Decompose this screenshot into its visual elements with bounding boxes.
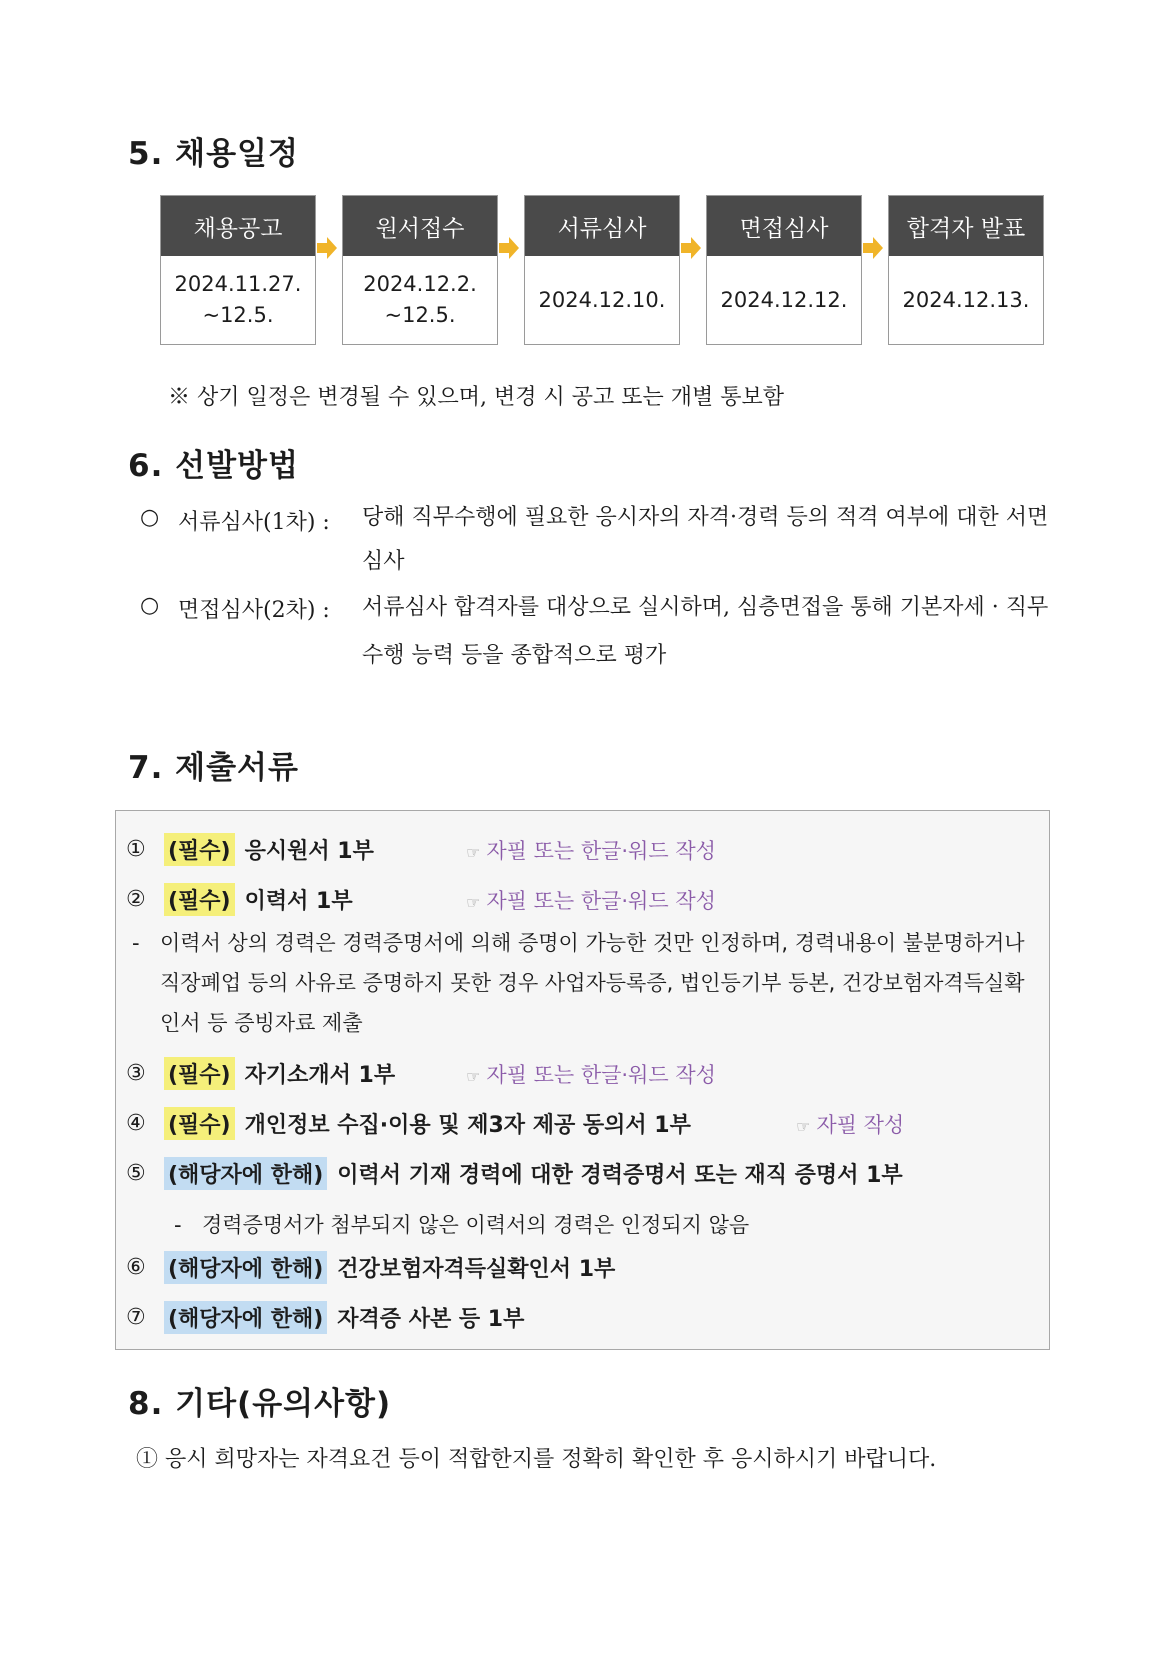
document-name: 자기소개서 1부 bbox=[244, 1063, 396, 1088]
circle-bullet-icon: ○ bbox=[140, 593, 160, 618]
document-item bbox=[126, 1251, 615, 1284]
required-tag: (필수) bbox=[164, 1057, 235, 1090]
schedule-step-label: 원서접수 bbox=[343, 196, 497, 256]
document-item bbox=[126, 1107, 691, 1140]
arrow-right-icon bbox=[499, 237, 519, 259]
selection-item-label: 서류심사(1차) : bbox=[178, 510, 330, 535]
document-hint: ☞ 자필 또는 한글·워드 작성 bbox=[466, 1063, 716, 1087]
circle-bullet-icon: ○ bbox=[140, 505, 160, 530]
schedule-step-date: 2024.11.27. ~12.5. bbox=[174, 272, 302, 327]
document-item bbox=[126, 1301, 524, 1334]
section-title-etc: 8. 기타(유의사항) bbox=[128, 1386, 392, 1422]
item-number: ② bbox=[126, 887, 146, 912]
document-item bbox=[126, 1157, 903, 1190]
arrow-right-icon bbox=[317, 237, 337, 259]
document-name: 건강보험자격득실확인서 1부 bbox=[337, 1257, 616, 1282]
optional-tag: (해당자에 한해) bbox=[164, 1251, 327, 1284]
career-note bbox=[132, 923, 1042, 1053]
optional-tag: (해당자에 한해) bbox=[164, 1157, 327, 1190]
schedule-step-date: 2024.12.10. bbox=[538, 287, 666, 312]
selection-item-interview bbox=[140, 593, 1080, 683]
required-tag: (필수) bbox=[164, 833, 235, 866]
schedule-step-date: 2024.12.13. bbox=[902, 287, 1030, 312]
required-tag: (필수) bbox=[164, 883, 235, 916]
cert-note-text: 경력증명서가 첨부되지 않은 이력서의 경력은 인정되지 않음 bbox=[202, 1213, 750, 1237]
document-hint: ☞ 자필 또는 한글·워드 작성 bbox=[466, 889, 716, 913]
schedule-step-label: 서류심사 bbox=[525, 196, 679, 256]
pointing-hand-icon: ☞ bbox=[466, 1067, 481, 1086]
item-number: ④ bbox=[126, 1111, 146, 1136]
schedule-step-date: 2024.12.12. bbox=[720, 287, 848, 312]
item-number: ⑤ bbox=[126, 1161, 146, 1186]
item-number: ⑦ bbox=[126, 1305, 146, 1330]
documents-box bbox=[115, 810, 1050, 1350]
document-item bbox=[126, 883, 353, 916]
optional-tag: (해당자에 한해) bbox=[164, 1301, 327, 1334]
schedule-step-result bbox=[888, 195, 1044, 345]
dash-bullet: - bbox=[132, 931, 140, 955]
required-tag: (필수) bbox=[164, 1107, 235, 1140]
selection-item-desc: 당해 직무수행에 필요한 응시자의 자격·경력 등의 적격 여부에 대한 서면 심사 bbox=[362, 505, 1049, 574]
arrow-right-icon bbox=[681, 237, 701, 259]
etc-item: ① 응시 희망자는 자격요건 등이 적합한지를 정확히 확인한 후 응시하시기 바랍니다. bbox=[136, 1447, 937, 1472]
item-number: ⑥ bbox=[126, 1255, 146, 1280]
document-name: 이력서 1부 bbox=[244, 889, 353, 914]
selection-item-desc: 서류심사 합격자를 대상으로 실시하며, 심층면접을 통해 기본자세 · 직무수행 능력 등을 종합적으로 평가 bbox=[362, 595, 1049, 668]
section-title-documents: 7. 제출서류 bbox=[128, 750, 299, 786]
document-name: 응시원서 1부 bbox=[244, 839, 374, 864]
document-name: 이력서 기재 경력에 대한 경력증명서 또는 재직 증명서 1부 bbox=[337, 1163, 903, 1188]
section-title-schedule: 5. 채용일정 bbox=[128, 136, 299, 172]
pointing-hand-icon: ☞ bbox=[466, 843, 481, 862]
document-item bbox=[126, 833, 374, 866]
schedule-step-interview bbox=[706, 195, 862, 345]
arrow-right-icon bbox=[863, 237, 883, 259]
document-hint: ☞ 자필 작성 bbox=[796, 1113, 905, 1137]
item-number: ① bbox=[126, 837, 146, 862]
schedule-timeline bbox=[160, 195, 1060, 355]
document-hint: ☞ 자필 또는 한글·워드 작성 bbox=[466, 839, 716, 863]
dash-bullet: - bbox=[174, 1213, 182, 1237]
pointing-hand-icon: ☞ bbox=[796, 1117, 811, 1136]
schedule-step-label: 합격자 발표 bbox=[889, 196, 1043, 256]
section-title-selection: 6. 선발방법 bbox=[128, 448, 299, 484]
item-number: ③ bbox=[126, 1061, 146, 1086]
schedule-step-announcement bbox=[160, 195, 316, 345]
schedule-note: ※ 상기 일정은 변경될 수 있으며, 변경 시 공고 또는 개별 통보함 bbox=[168, 385, 784, 410]
document-name: 자격증 사본 등 1부 bbox=[337, 1307, 525, 1332]
cert-note bbox=[174, 1205, 1034, 1245]
schedule-step-date: 2024.12.2. ~12.5. bbox=[363, 272, 477, 327]
schedule-step-application bbox=[342, 195, 498, 345]
schedule-step-label: 면접심사 bbox=[707, 196, 861, 256]
selection-item-label: 면접심사(2차) : bbox=[178, 598, 330, 623]
selection-item-document bbox=[140, 505, 1080, 585]
pointing-hand-icon: ☞ bbox=[466, 893, 481, 912]
document-item bbox=[126, 1057, 395, 1090]
schedule-step-label: 채용공고 bbox=[161, 196, 315, 256]
schedule-step-document-review bbox=[524, 195, 680, 345]
career-note-text: 이력서 상의 경력은 경력증명서에 의해 증명이 가능한 것만 인정하며, 경력내용이 불분명하거나 직장폐업 등의 사유로 증명하지 못한 경우 사업자등록증, 법인등기부 등본, 건강보험자격득실확인서 등 증빙자료 제출 bbox=[160, 931, 1025, 1035]
document-name: 개인정보 수집·이용 및 제3자 제공 동의서 1부 bbox=[244, 1113, 691, 1138]
